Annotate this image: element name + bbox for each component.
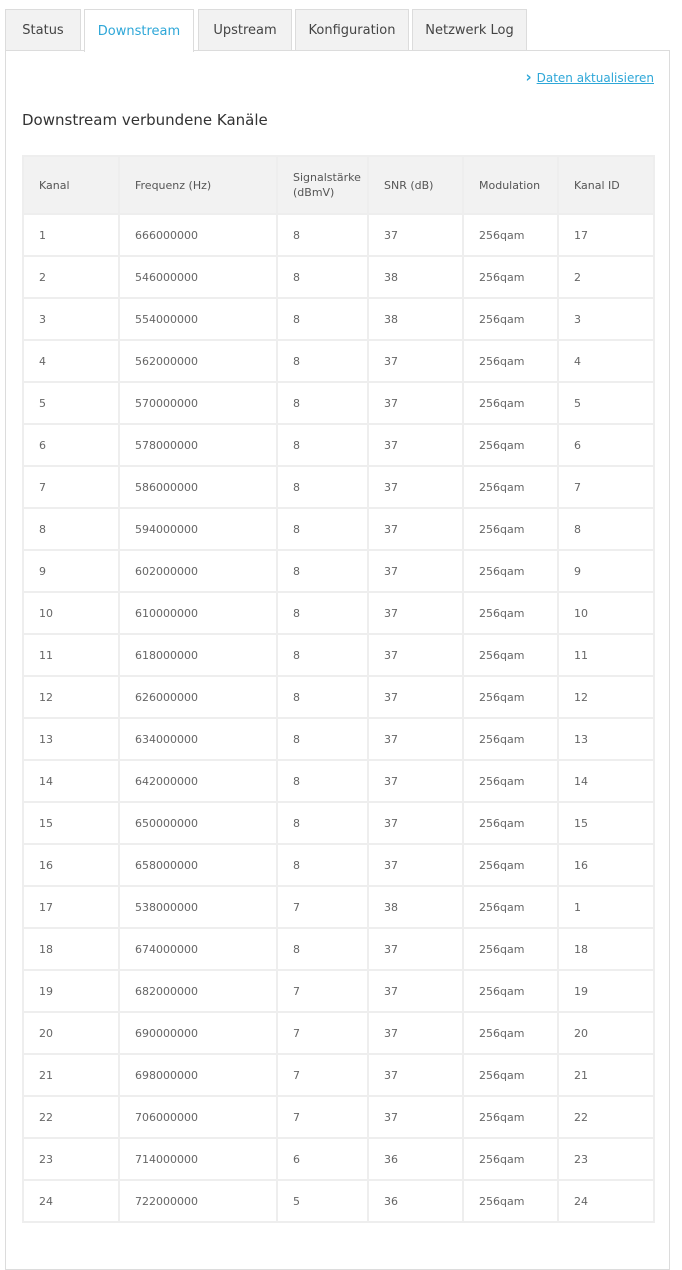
cell-frequenz: 546000000 (120, 257, 276, 297)
table-row (24, 299, 653, 339)
cell-signalstaerke: 8 (278, 845, 367, 885)
cell-signalstaerke: 7 (278, 1055, 367, 1095)
cell-signalstaerke: 8 (278, 803, 367, 843)
cell-kanal: 20 (24, 1013, 118, 1053)
cell-kanal-id: 16 (559, 845, 653, 885)
table-row (24, 1055, 653, 1095)
cell-signalstaerke: 8 (278, 257, 367, 297)
table-row (24, 467, 653, 507)
cell-signalstaerke: 8 (278, 467, 367, 507)
cell-frequenz: 690000000 (120, 1013, 276, 1053)
cell-kanal: 19 (24, 971, 118, 1011)
cell-kanal: 2 (24, 257, 118, 297)
table-row (24, 341, 653, 381)
cell-kanal-id: 24 (559, 1181, 653, 1221)
cell-kanal: 12 (24, 677, 118, 717)
cell-frequenz: 650000000 (120, 803, 276, 843)
refresh-link[interactable] (525, 70, 654, 85)
cell-frequenz: 618000000 (120, 635, 276, 675)
cell-signalstaerke: 8 (278, 593, 367, 633)
cell-snr: 36 (369, 1181, 462, 1221)
cell-kanal: 15 (24, 803, 118, 843)
table-row (24, 1097, 653, 1137)
cell-snr: 37 (369, 677, 462, 717)
cell-snr: 37 (369, 845, 462, 885)
cell-signalstaerke: 8 (278, 299, 367, 339)
cell-frequenz: 722000000 (120, 1181, 276, 1221)
table-row (24, 257, 653, 297)
table-row (24, 971, 653, 1011)
section-title: Downstream verbundene Kanäle (22, 111, 268, 129)
cell-snr: 37 (369, 425, 462, 465)
cell-signalstaerke: 8 (278, 425, 367, 465)
cell-frequenz: 674000000 (120, 929, 276, 969)
cell-kanal: 7 (24, 467, 118, 507)
cell-snr: 37 (369, 929, 462, 969)
table-row (24, 215, 653, 255)
table-row (24, 929, 653, 969)
cell-kanal-id: 23 (559, 1139, 653, 1179)
cell-kanal: 6 (24, 425, 118, 465)
cell-modulation: 256qam (464, 887, 557, 927)
table-row (24, 803, 653, 843)
cell-snr: 37 (369, 383, 462, 423)
table-row (24, 761, 653, 801)
cell-modulation: 256qam (464, 719, 557, 759)
downstream-table (22, 155, 655, 1223)
cell-snr: 37 (369, 1097, 462, 1137)
cell-frequenz: 538000000 (120, 887, 276, 927)
cell-frequenz: 578000000 (120, 425, 276, 465)
cell-frequenz: 698000000 (120, 1055, 276, 1095)
cell-modulation: 256qam (464, 257, 557, 297)
cell-kanal-id: 11 (559, 635, 653, 675)
cell-kanal-id: 6 (559, 425, 653, 465)
cell-signalstaerke: 8 (278, 635, 367, 675)
cell-signalstaerke: 8 (278, 215, 367, 255)
cell-snr: 37 (369, 341, 462, 381)
cell-kanal: 13 (24, 719, 118, 759)
table-row (24, 425, 653, 465)
cell-frequenz: 594000000 (120, 509, 276, 549)
cell-modulation: 256qam (464, 593, 557, 633)
cell-frequenz: 610000000 (120, 593, 276, 633)
table-header-row (24, 157, 653, 213)
cell-snr: 38 (369, 887, 462, 927)
cell-modulation: 256qam (464, 215, 557, 255)
cell-modulation: 256qam (464, 551, 557, 591)
cell-frequenz: 634000000 (120, 719, 276, 759)
cell-signalstaerke: 8 (278, 341, 367, 381)
table-body (24, 215, 653, 1221)
cell-kanal-id: 2 (559, 257, 653, 297)
cell-snr: 37 (369, 1055, 462, 1095)
cell-kanal: 8 (24, 509, 118, 549)
column-header-kanal: Kanal (24, 157, 118, 213)
cell-kanal-id: 8 (559, 509, 653, 549)
table-row (24, 383, 653, 423)
cell-modulation: 256qam (464, 425, 557, 465)
cell-kanal: 5 (24, 383, 118, 423)
cell-kanal: 1 (24, 215, 118, 255)
cell-snr: 37 (369, 803, 462, 843)
table-row (24, 887, 653, 927)
cell-modulation: 256qam (464, 1013, 557, 1053)
cell-frequenz: 682000000 (120, 971, 276, 1011)
cell-signalstaerke: 8 (278, 383, 367, 423)
cell-snr: 37 (369, 551, 462, 591)
table-row (24, 677, 653, 717)
cell-kanal-id: 3 (559, 299, 653, 339)
cell-kanal: 9 (24, 551, 118, 591)
cell-kanal: 24 (24, 1181, 118, 1221)
tab-netzwerk-log[interactable]: Netzwerk Log (412, 9, 527, 51)
tab-konfiguration[interactable]: Konfiguration (295, 9, 409, 51)
cell-frequenz: 586000000 (120, 467, 276, 507)
column-header-frequenz: Frequenz (Hz) (120, 157, 276, 213)
cell-modulation: 256qam (464, 509, 557, 549)
cell-kanal-id: 9 (559, 551, 653, 591)
cell-frequenz: 714000000 (120, 1139, 276, 1179)
cell-snr: 36 (369, 1139, 462, 1179)
cell-frequenz: 666000000 (120, 215, 276, 255)
cell-kanal: 21 (24, 1055, 118, 1095)
cell-kanal: 3 (24, 299, 118, 339)
tab-status[interactable]: Status (5, 9, 81, 51)
cell-signalstaerke: 8 (278, 929, 367, 969)
cell-kanal: 10 (24, 593, 118, 633)
cell-frequenz: 642000000 (120, 761, 276, 801)
cell-modulation: 256qam (464, 1097, 557, 1137)
cell-kanal-id: 4 (559, 341, 653, 381)
column-header-kanal-id: Kanal ID (559, 157, 653, 213)
cell-kanal-id: 1 (559, 887, 653, 927)
cell-kanal: 17 (24, 887, 118, 927)
column-header-snr: SNR (dB) (369, 157, 462, 213)
cell-kanal-id: 19 (559, 971, 653, 1011)
cell-kanal-id: 17 (559, 215, 653, 255)
cell-kanal-id: 12 (559, 677, 653, 717)
table-row (24, 551, 653, 591)
cell-signalstaerke: 7 (278, 1013, 367, 1053)
cell-kanal: 23 (24, 1139, 118, 1179)
table-row (24, 509, 653, 549)
cell-snr: 38 (369, 299, 462, 339)
cell-kanal-id: 14 (559, 761, 653, 801)
cell-signalstaerke: 7 (278, 971, 367, 1011)
cell-signalstaerke: 7 (278, 887, 367, 927)
cell-signalstaerke: 8 (278, 551, 367, 591)
cell-signalstaerke: 7 (278, 1097, 367, 1137)
cell-kanal-id: 7 (559, 467, 653, 507)
cell-frequenz: 602000000 (120, 551, 276, 591)
chevron-right-icon: › (525, 68, 532, 86)
cell-signalstaerke: 8 (278, 677, 367, 717)
table-row (24, 1181, 653, 1221)
cell-signalstaerke: 5 (278, 1181, 367, 1221)
cell-kanal-id: 5 (559, 383, 653, 423)
cell-modulation: 256qam (464, 1055, 557, 1095)
cell-frequenz: 570000000 (120, 383, 276, 423)
cell-modulation: 256qam (464, 761, 557, 801)
cell-snr: 37 (369, 971, 462, 1011)
cell-modulation: 256qam (464, 1139, 557, 1179)
cell-kanal: 11 (24, 635, 118, 675)
cell-modulation: 256qam (464, 971, 557, 1011)
cell-snr: 37 (369, 215, 462, 255)
cell-snr: 37 (369, 509, 462, 549)
cell-snr: 37 (369, 635, 462, 675)
cell-snr: 37 (369, 719, 462, 759)
tab-upstream[interactable]: Upstream (198, 9, 292, 51)
cell-modulation: 256qam (464, 1181, 557, 1221)
cell-modulation: 256qam (464, 677, 557, 717)
cell-signalstaerke: 8 (278, 761, 367, 801)
cell-kanal-id: 20 (559, 1013, 653, 1053)
cell-signalstaerke: 8 (278, 509, 367, 549)
cell-snr: 37 (369, 1013, 462, 1053)
table-row (24, 1139, 653, 1179)
cell-kanal-id: 21 (559, 1055, 653, 1095)
cell-signalstaerke: 6 (278, 1139, 367, 1179)
cell-kanal-id: 22 (559, 1097, 653, 1137)
cell-frequenz: 706000000 (120, 1097, 276, 1137)
refresh-link-label: Daten aktualisieren (536, 70, 654, 85)
cell-kanal: 14 (24, 761, 118, 801)
cell-snr: 38 (369, 257, 462, 297)
cell-snr: 37 (369, 593, 462, 633)
tab-downstream[interactable]: Downstream (84, 9, 194, 52)
table-row (24, 845, 653, 885)
cell-kanal: 22 (24, 1097, 118, 1137)
cell-modulation: 256qam (464, 635, 557, 675)
table-row (24, 1013, 653, 1053)
cell-kanal: 4 (24, 341, 118, 381)
table-row (24, 635, 653, 675)
cell-snr: 37 (369, 467, 462, 507)
cell-signalstaerke: 8 (278, 719, 367, 759)
cell-snr: 37 (369, 761, 462, 801)
cell-kanal-id: 15 (559, 803, 653, 843)
cell-frequenz: 626000000 (120, 677, 276, 717)
cell-modulation: 256qam (464, 383, 557, 423)
cell-kanal-id: 10 (559, 593, 653, 633)
cell-frequenz: 658000000 (120, 845, 276, 885)
cell-modulation: 256qam (464, 467, 557, 507)
cell-modulation: 256qam (464, 845, 557, 885)
column-header-signalstaerke: Signalstärke (dBmV) (278, 157, 367, 213)
cell-modulation: 256qam (464, 341, 557, 381)
cell-frequenz: 554000000 (120, 299, 276, 339)
cell-kanal: 16 (24, 845, 118, 885)
table-row (24, 593, 653, 633)
cell-kanal-id: 18 (559, 929, 653, 969)
cell-kanal: 18 (24, 929, 118, 969)
cell-kanal-id: 13 (559, 719, 653, 759)
cell-frequenz: 562000000 (120, 341, 276, 381)
cell-modulation: 256qam (464, 299, 557, 339)
column-header-modulation: Modulation (464, 157, 557, 213)
table-row (24, 719, 653, 759)
cell-modulation: 256qam (464, 929, 557, 969)
cell-modulation: 256qam (464, 803, 557, 843)
